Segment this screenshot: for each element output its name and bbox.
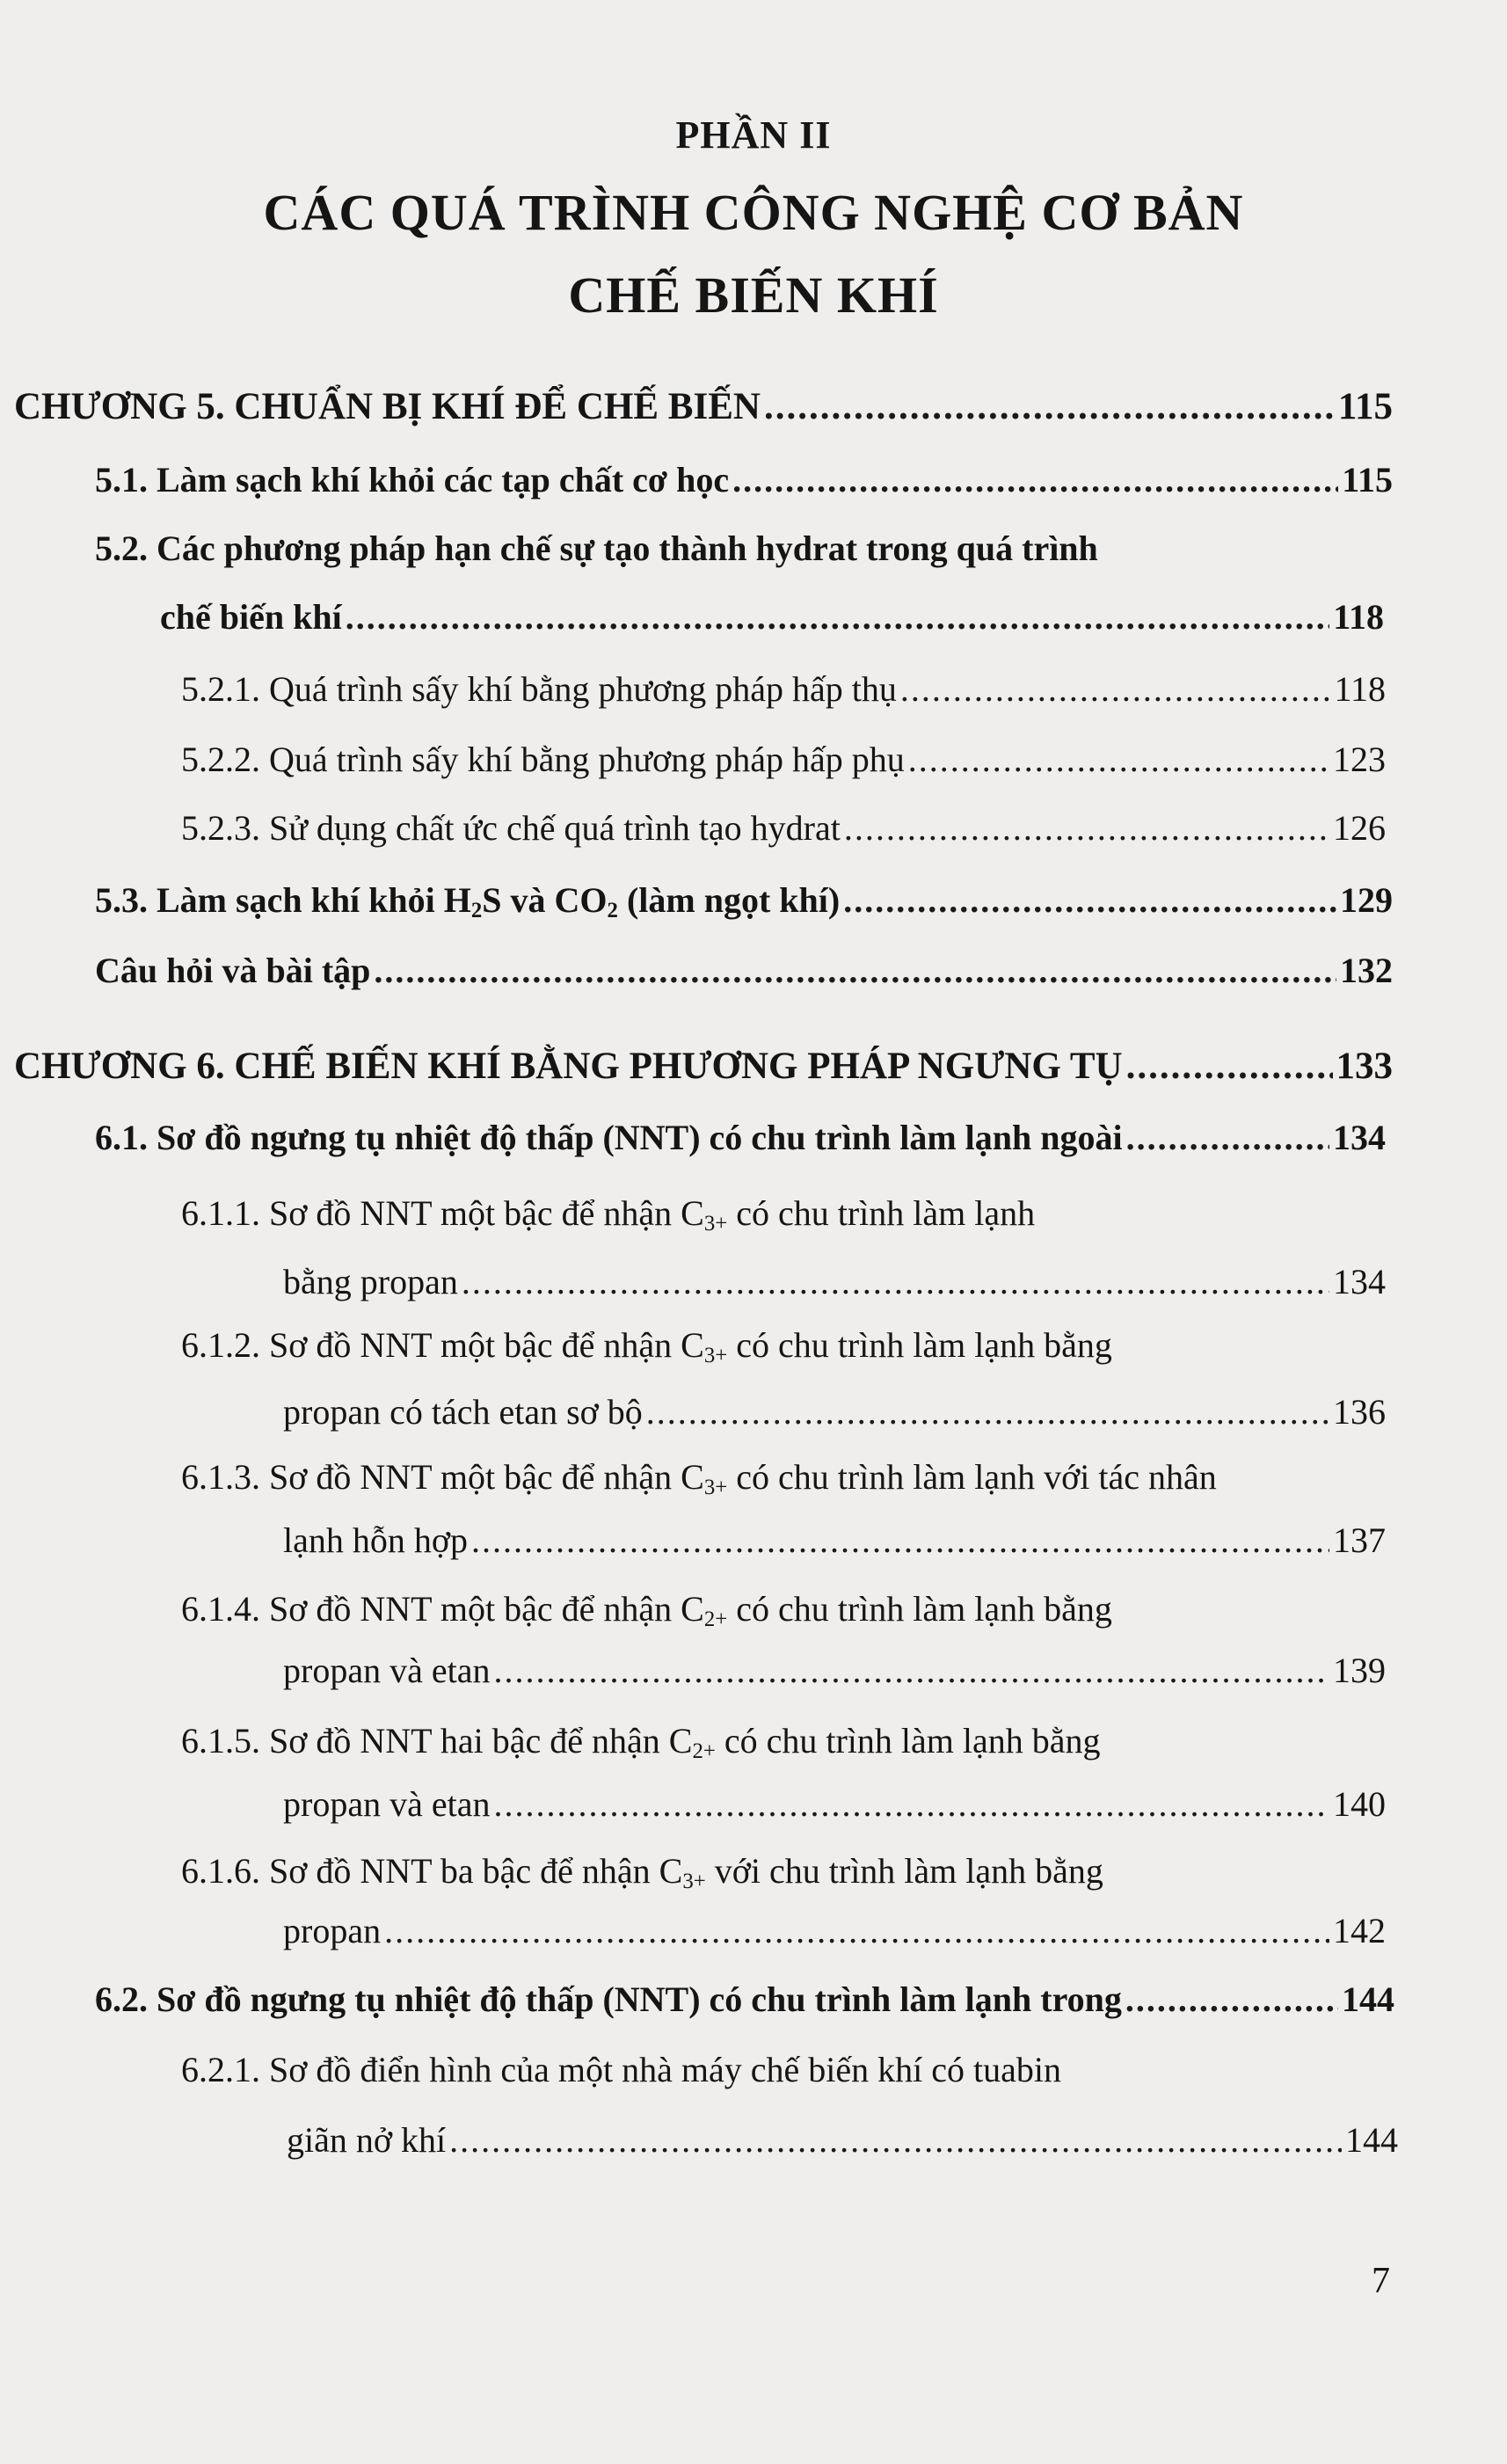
toc-page: 118 — [1334, 669, 1386, 709]
part-title-line2: CHẾ BIẾN KHÍ — [568, 266, 939, 324]
toc-subsection-6-1-1 — [283, 1261, 1386, 1302]
toc-subsection-6-1-4-line1: 6.1.4. Sơ đồ NNT một bậc để nhận $C_{2+}$ có chu trình làm lạnh bằng — [181, 1589, 1112, 1632]
toc-page: 134 — [1333, 1262, 1386, 1301]
page-number: 7 — [1372, 2261, 1390, 2301]
toc-page: 144 — [1345, 2120, 1398, 2160]
toc-section-5-2-line1: 5.2. Các phương pháp hạn chế sự tạo thành hydrat trong quá trình — [95, 529, 1098, 568]
toc-page: 118 — [1333, 597, 1384, 637]
toc-page: 133 — [1336, 1046, 1393, 1087]
toc-questions-5 — [95, 950, 1393, 991]
toc-chapter-5 — [14, 385, 1393, 428]
toc-page: 134 — [1333, 1118, 1386, 1157]
toc-title: chế biến khí — [160, 597, 342, 637]
toc-subsection-5-2-3 — [181, 807, 1386, 849]
toc-page: 139 — [1333, 1651, 1386, 1690]
toc-title: CHƯƠNG 5. CHUẨN BỊ KHÍ ĐỂ CHẾ BIẾN — [14, 386, 761, 427]
toc-section-5-1 — [95, 459, 1393, 500]
part-label: PHẦN II — [675, 113, 832, 157]
toc-subsection-6-1-4 — [283, 1650, 1386, 1691]
toc-title: Câu hỏi và bài tập — [95, 951, 371, 990]
toc-title: bằng propan — [283, 1262, 458, 1301]
part-title-line1: CÁC QUÁ TRÌNH CÔNG NGHỆ CƠ BẢN — [263, 184, 1244, 241]
toc-page: 126 — [1333, 808, 1386, 848]
toc-subsection-5-2-2 — [181, 739, 1386, 780]
toc-title: 5.2.2. Quá trình sấy khí bằng phương pháp hấp phụ — [181, 740, 905, 779]
toc-title: 5.2.3. Sử dụng chất ức chế quá trình tạo hydrat — [181, 808, 841, 848]
toc-subsection-5-2-1 — [181, 668, 1386, 710]
toc-title: CHƯƠNG 6. CHẾ BIẾN KHÍ BẰNG PHƯƠNG PHÁP NGƯNG TỤ — [14, 1046, 1123, 1087]
toc-subsection-6-2-1-line1: 6.2.1. Sơ đồ điển hình của một nhà máy chế biến khí có tuabin — [181, 2050, 1061, 2089]
toc-page: 129 — [1340, 880, 1393, 920]
toc-subsection-6-1-6 — [283, 1910, 1386, 1951]
toc-section-5-2 — [160, 596, 1384, 638]
toc-page: 115 — [1342, 460, 1393, 499]
toc-subsection-6-1-3 — [283, 1520, 1386, 1561]
toc-section-6-1 — [95, 1117, 1386, 1158]
toc-title: 5.1. Làm sạch khí khỏi các tạp chất cơ học — [95, 460, 730, 499]
toc-title: 6.2. Sơ đồ ngưng tụ nhiệt độ thấp (NNT) có chu trình làm lạnh trong — [95, 1979, 1122, 2019]
toc-page: 132 — [1340, 951, 1393, 990]
toc-title: propan và etan — [283, 1651, 491, 1690]
toc-title: 5.2.1. Quá trình sấy khí bằng phương pháp hấp thụ — [181, 669, 897, 709]
toc-subsection-6-1-6-line1: 6.1.6. Sơ đồ NNT ba bậc để nhận $C_{3+}$ với chu trình làm lạnh bằng — [181, 1851, 1103, 1894]
toc-subsection-6-1-2 — [283, 1391, 1386, 1432]
toc-title: 5.3. Làm sạch khí khỏi $H_2S$ và $CO_2$ (làm ngọt khí) — [95, 880, 841, 923]
toc-page: 123 — [1333, 740, 1386, 779]
toc-section-5-3 — [95, 879, 1393, 921]
toc-subsection-6-1-5 — [283, 1783, 1386, 1825]
toc-page: 137 — [1333, 1520, 1386, 1560]
toc-title: propan — [283, 1911, 382, 1950]
toc-page: 140 — [1333, 1784, 1386, 1824]
toc-subsection-6-1-2-line1: 6.1.2. Sơ đồ NNT một bậc để nhận $C_{3+}$ có chu trình làm lạnh bằng — [181, 1325, 1112, 1368]
toc-chapter-6 — [14, 1045, 1393, 1088]
toc-page: 142 — [1333, 1911, 1386, 1950]
toc-title: giãn nở khí — [287, 2120, 447, 2160]
toc-subsection-6-1-1-line1: 6.1.1. Sơ đồ NNT một bậc để nhận $C_{3+}$ có chu trình làm lạnh — [181, 1193, 1036, 1236]
toc-title: propan có tách etan sơ bộ — [283, 1392, 643, 1432]
toc-page: 115 — [1337, 386, 1393, 427]
toc-title: lạnh hỗn hợp — [283, 1520, 469, 1560]
toc-section-6-2 — [95, 1979, 1394, 2020]
toc-subsection-6-1-3-line1: 6.1.3. Sơ đồ NNT một bậc để nhận $C_{3+}$ có chu trình làm lạnh với tác nhân — [181, 1457, 1217, 1500]
toc-title: propan và etan — [283, 1784, 491, 1824]
toc-page: 136 — [1333, 1392, 1386, 1432]
toc-page: 144 — [1342, 1979, 1394, 2019]
toc-subsection-6-2-1 — [287, 2119, 1398, 2161]
toc-subsection-6-1-5-line1: 6.1.5. Sơ đồ NNT hai bậc để nhận $C_{2+}$ có chu trình làm lạnh bằng — [181, 1721, 1101, 1764]
toc-title: 6.1. Sơ đồ ngưng tụ nhiệt độ thấp (NNT) có chu trình làm lạnh ngoài — [95, 1118, 1123, 1157]
